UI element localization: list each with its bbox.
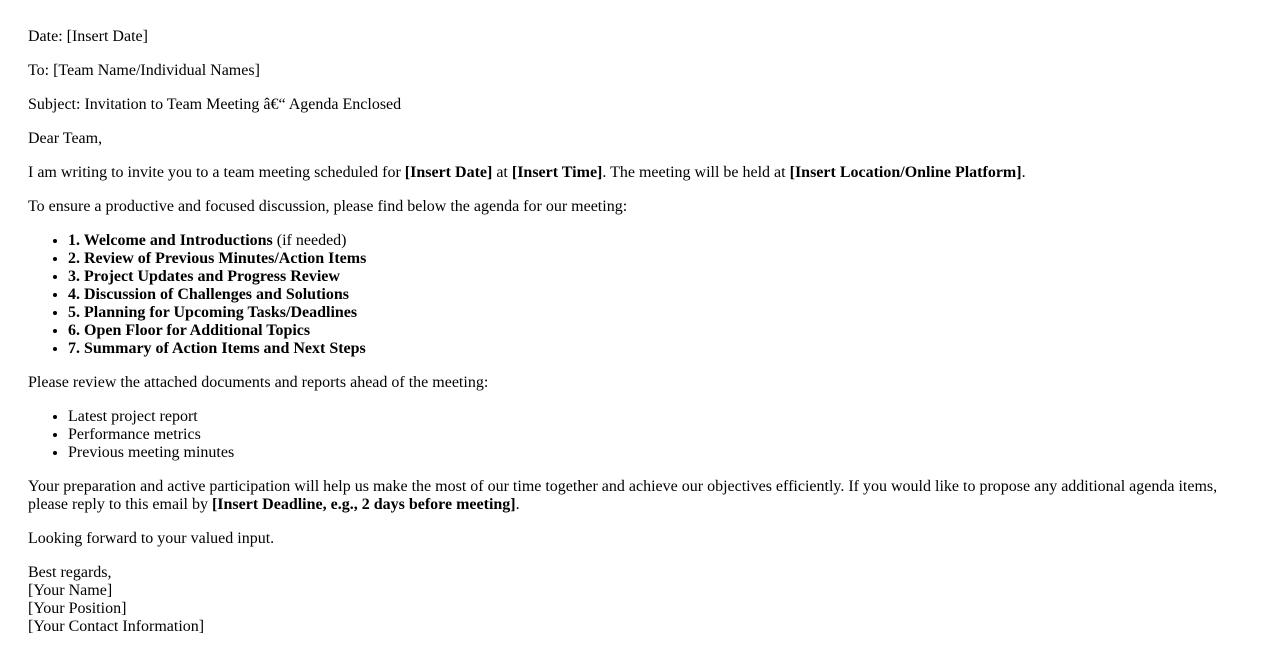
- agenda-item-title: 6. Open Floor for Additional Topics: [68, 322, 311, 339]
- invite-text-2: at: [492, 164, 512, 181]
- greeting: Dear Team,: [28, 130, 103, 147]
- signature-name: [Your Name]: [28, 582, 113, 599]
- to-line: To: [Team Name/Individual Names]: [28, 62, 260, 79]
- documents-list: [28, 408, 1250, 462]
- agenda-item-title: 7. Summary of Action Items and Next Steps: [68, 340, 366, 357]
- signature-position: [Your Position]: [28, 600, 127, 617]
- agenda-item: [68, 268, 1250, 286]
- invite-text-1: I am writing to invite you to a team meeting scheduled for: [28, 164, 405, 181]
- agenda-item: [68, 340, 1250, 358]
- documents-intro: Please review the attached documents and reports ahead of the meeting:: [28, 374, 489, 391]
- agenda-item-title: 1. Welcome and Introductions: [68, 232, 273, 249]
- closing-paragraph: [28, 478, 1250, 514]
- invite-time: [Insert Time]: [511, 164, 603, 181]
- invite-text-3: . The meeting will be held at: [602, 164, 790, 181]
- invite-text-4: .: [1021, 164, 1026, 181]
- agenda-item: [68, 250, 1250, 268]
- agenda-intro: To ensure a productive and focused discussion, please find below the agenda for our meeting:: [28, 198, 628, 215]
- agenda-item-note: (if needed): [272, 232, 347, 249]
- invite-date: [Insert Date]: [404, 164, 493, 181]
- agenda-item-title: 3. Project Updates and Progress Review: [68, 268, 340, 285]
- document-item: • Latest project report: [68, 408, 1250, 426]
- agenda-item-title: 2. Review of Previous Minutes/Action Items: [68, 250, 367, 267]
- agenda-item-title: 5. Planning for Upcoming Tasks/Deadlines: [68, 304, 358, 321]
- looking-forward: Looking forward to your valued input.: [28, 530, 275, 547]
- reply-deadline: [Insert Deadline, e.g., 2 days before meeting]: [211, 496, 516, 513]
- closing-text-1: Your preparation and active participation will help us make the most of our time together and achieve our objectives efficiently. If you would like to propose any additional agenda items, please reply to this email by: [28, 478, 1218, 513]
- closing-text-2: .: [515, 496, 520, 513]
- signature-block: [28, 564, 1250, 636]
- invite-location: [Insert Location/Online Platform]: [789, 164, 1022, 181]
- agenda-list: [28, 232, 1250, 358]
- document-item: • Performance metrics: [68, 426, 1250, 444]
- agenda-item: [68, 286, 1250, 304]
- signature-contact: [Your Contact Information]: [28, 618, 205, 635]
- signoff: Best regards,: [28, 564, 112, 581]
- agenda-item-title: 4. Discussion of Challenges and Solutions: [68, 286, 349, 303]
- date-line: Date: [Insert Date]: [28, 28, 148, 45]
- subject-line: Subject: Invitation to Team Meeting â€“ Agenda Enclosed: [28, 96, 402, 113]
- agenda-item: [68, 322, 1250, 340]
- document-item: • Previous meeting minutes: [68, 444, 1250, 462]
- invite-paragraph: [28, 164, 1250, 182]
- agenda-item: [68, 304, 1250, 322]
- agenda-item: [68, 232, 1250, 250]
